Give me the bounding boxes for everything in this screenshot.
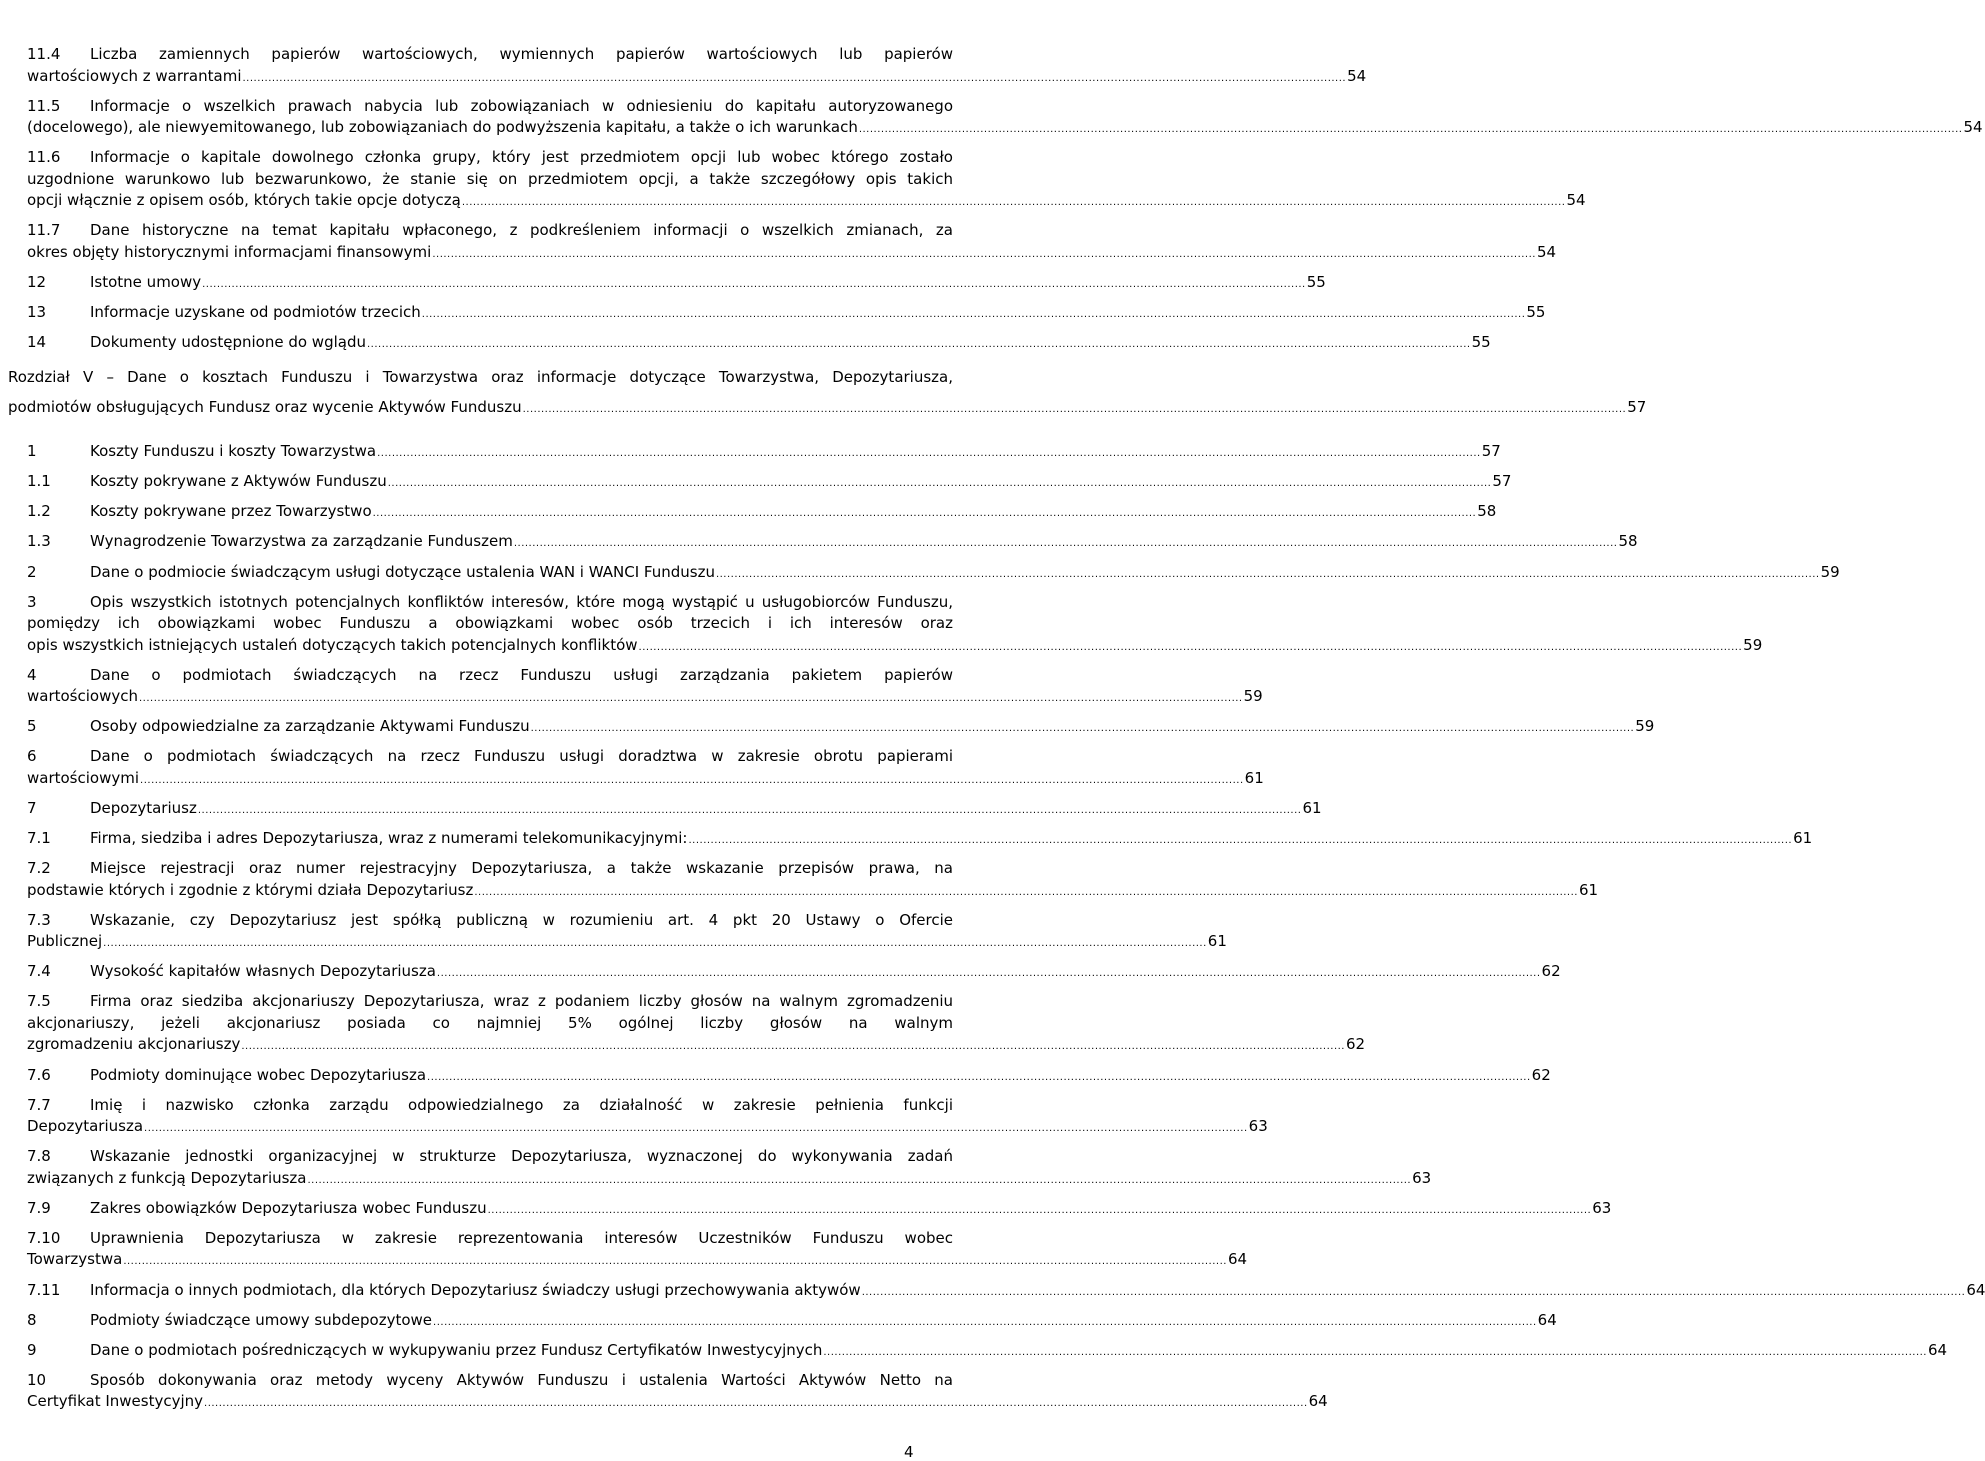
toc-entry[interactable] [27,798,1322,822]
toc-entry[interactable] [27,441,1501,465]
toc-entry-title: Miejsce rejestracji oraz numer rejestracyjny Depozytariusza, a także wskazanie przepisów prawa, na [90,859,953,878]
toc-entry-title: zgromadzeniu akcjonariuszy [27,1035,241,1054]
dot-leader: ............................................................................................................................................................................................................................................................................................................ [140,774,1244,786]
toc-entry-title: Publicznej [27,932,103,951]
toc-entry-line [8,392,1647,425]
toc-page-number: 63 [1592,1198,1612,1217]
toc-entry-text [27,44,953,66]
toc-entry-title: Depozytariusz [90,799,197,817]
toc-page-number: 57 [1492,472,1512,491]
toc-entry-title: okres objęty historycznymi informacjami finansowymi [27,242,432,261]
toc-entry-number: 7.5 [27,992,51,1011]
toc-entry-number: 7.4 [27,962,51,981]
toc-page-number: 57 [1627,398,1647,417]
toc-entry-title: Koszty pokrywane przez Towarzystwo [90,502,372,521]
toc-entry[interactable] [27,1340,1948,1364]
toc-entry-number: 1 [27,442,37,461]
toc-entry-title: podmiotów obsługujących Fundusz oraz wycenie Aktywów Funduszu [8,398,522,417]
toc-entry-title: Wysokość kapitałów własnych Depozytariusza [90,962,436,981]
toc-entry-title: Koszty pokrywane z Aktywów Funduszu [90,472,387,491]
toc-entry[interactable] [27,147,1586,214]
toc-page-number: 64 [1928,1340,1948,1359]
toc-page-number: 55 [1471,333,1491,352]
toc-page-number: 61 [1578,880,1599,899]
toc-entry-line [27,1198,1612,1222]
dot-leader: ............................................................................................................................................................................................................................................................................................................ [144,1123,1248,1135]
toc-entry-line [27,828,1813,852]
toc-entry-number: 13 [27,302,47,321]
toc-entry-title: związanych z funkcją Depozytariusza [27,1168,307,1187]
toc-page-number: 62 [1541,962,1561,981]
toc-entry[interactable] [27,1310,1557,1334]
toc-entry-text [27,220,953,242]
toc-entry-text [27,147,953,190]
toc-entry-line [27,1116,1268,1140]
toc-entry-line [27,768,1264,792]
toc-entry-title: Dane o podmiotach pośredniczących w wykupywaniu przez Fundusz Certyfikatów Inwestycyjnych [90,1340,823,1359]
dot-leader: ............................................................................................................................................................................................................................................................................................................ [432,248,1536,260]
dot-leader: ............................................................................................................................................................................................................................................................................................................ [858,124,1963,136]
toc-entry-title: opcji włącznie z opisem osób, których takie opcje dotyczą [27,191,461,210]
toc-entry-line [27,471,1512,495]
toc-entry-title: Dane o podmiotach świadczących na rzecz Funduszu usługi doradztwa w zakresie obrotu papierami [90,747,953,766]
toc-entry-number: 7.9 [27,1198,51,1217]
dot-leader: ............................................................................................................................................................................................................................................................................................................ [715,568,1820,580]
toc-entry-text [27,665,953,687]
toc-page-number: 64 [1537,1310,1557,1329]
toc-entry[interactable] [27,665,1263,710]
toc-entry-number: 4 [27,665,37,684]
toc-entry[interactable] [27,1065,1551,1089]
dot-leader: ............................................................................................................................................................................................................................................................................................................ [522,404,1627,416]
toc-entry[interactable] [27,828,1813,852]
toc-page-number: 61 [1244,768,1264,787]
toc-entry[interactable] [27,910,1227,955]
dot-leader: ............................................................................................................................................................................................................................................................................................................ [204,1398,1308,1410]
toc-entry-line [27,716,1655,740]
toc-entry-title: Zakres obowiązków Depozytariusza wobec Funduszu [90,1198,487,1217]
toc-entry-text [27,96,953,118]
toc-entry[interactable] [27,1228,1248,1273]
toc-page-number: 54 [1963,118,1983,137]
toc-entry[interactable] [27,1198,1612,1222]
toc-entry-title: Firma oraz siedziba akcjonariuszy Depozytariusza, wraz z podaniem liczby głosów na walnym zgromadzeniu akcjonariuszy, jeżeli akcjonariusz posiada co najmniej 5% ogólnej liczby głosów na walnym [27,992,953,1032]
dot-leader: ............................................................................................................................................................................................................................................................................................................ [377,448,1481,460]
toc-entry-line [27,117,1983,141]
dot-leader: ............................................................................................................................................................................................................................................................................................................ [202,278,1306,290]
toc-entry-number: 7.2 [27,859,51,878]
toc-entry-line [27,1249,1248,1273]
toc-page-number: 54 [1566,191,1586,210]
toc-entry-title: Osoby odpowiedzialne za zarządzanie Aktywami Funduszu [90,717,530,736]
toc-entry-number: 12 [27,272,47,291]
toc-entry-number: 7.11 [27,1280,61,1299]
toc-entry[interactable] [27,562,1840,586]
table-of-contents [8,44,1985,1421]
toc-entry-line [27,798,1322,822]
toc-entry-line [27,1065,1551,1089]
toc-entry[interactable] [27,272,1326,296]
toc-entry[interactable] [27,471,1512,495]
toc-entry-line [27,1034,1366,1058]
toc-entry-text [27,1370,953,1392]
dot-leader: ............................................................................................................................................................................................................................................................................................................ [461,197,1566,209]
toc-entry-text [8,362,953,392]
toc-entry-title: Wskazanie jednostki organizacyjnej w strukturze Depozytariusza, wyznaczonej do wykonywania zadań [90,1147,953,1166]
toc-entry-number: 1.3 [27,532,51,551]
toc-page-number: 57 [1481,442,1501,461]
dot-leader: ............................................................................................................................................................................................................................................................................................................ [103,938,1207,950]
toc-entry-line [27,302,1546,326]
toc-entry-title: Dokumenty udostępnione do wglądu [90,333,366,352]
toc-entry-title: Podmioty świadczące umowy subdepozytowe [90,1310,433,1329]
toc-entry-title: Informacje o wszelkich prawach nabycia lub zobowiązaniach w odniesieniu do kapitału autoryzowanego [90,96,953,115]
toc-entry[interactable] [27,746,1264,791]
toc-entry-title: Dane historyczne na temat kapitału wpłaconego, z podkreśleniem informacji o wszelkich zmianach, za [90,221,953,240]
dot-leader: ............................................................................................................................................................................................................................................................................................................ [387,478,1492,490]
dot-leader: ............................................................................................................................................................................................................................................................................................................ [513,538,1618,550]
toc-entry-number: 14 [27,333,47,352]
dot-leader: ............................................................................................................................................................................................................................................................................................................ [366,339,1471,351]
toc-entry-number: 1.2 [27,502,51,521]
toc-entry-number: 7.8 [27,1147,51,1166]
toc-entry-line [27,501,1497,525]
toc-page-number: 55 [1526,302,1546,321]
toc-entry-title: Uprawnienia Depozytariusza w zakresie reprezentowania interesów Uczestników Funduszu wobec [90,1228,953,1247]
toc-entry[interactable] [27,302,1546,326]
toc-entry-number: 7.3 [27,910,51,929]
toc-entry-title: Dane o podmiocie świadczącym usługi dotyczące ustalenia WAN i WANCI Funduszu [90,562,715,581]
toc-entry-text [27,910,953,932]
toc-page-number: 54 [1347,66,1367,85]
toc-entry-title: Koszty Funduszu i koszty Towarzystwa [90,442,377,461]
toc-page-number: 62 [1531,1065,1551,1084]
toc-entry-line [27,332,1491,356]
toc-entry-text [27,1228,953,1250]
toc-entry-title: Towarzystwa [27,1250,123,1269]
toc-page-number: 61 [1793,829,1813,848]
toc-page-number: 59 [1243,687,1263,706]
toc-entry-line [27,66,1367,90]
toc-entry-line [27,686,1263,710]
toc-entry-line [27,272,1326,296]
dot-leader: ............................................................................................................................................................................................................................................................................................................ [474,886,1578,898]
dot-leader: ............................................................................................................................................................................................................................................................................................................ [530,723,1635,735]
toc-entry-number: 10 [27,1370,47,1389]
toc-entry-text [27,1095,953,1117]
toc-page-number: 62 [1346,1035,1366,1054]
toc-entry-line [27,562,1840,586]
toc-entry-title: Wynagrodzenie Towarzystwa za zarządzanie Funduszem [90,532,513,551]
toc-entry-line [27,531,1638,555]
toc-entry-number: 5 [27,717,37,736]
toc-chapter-heading[interactable] [8,362,1647,425]
toc-entry-number: 8 [27,1310,37,1329]
dot-leader: ............................................................................................................................................................................................................................................................................................................ [638,641,1743,653]
dot-leader: ............................................................................................................................................................................................................................................................................................................ [307,1174,1412,1186]
toc-entry-title: Podmioty dominujące wobec Depozytariusza [90,1065,427,1084]
toc-entry-title: wartościowymi [27,768,140,787]
toc-page-number: 59 [1743,635,1763,654]
toc-entry-number: 7.1 [27,829,51,848]
toc-entry-title: Informacja o innych podmiotach, dla których Depozytariusz świadczy usługi przechowywania aktywów [90,1280,861,1299]
toc-page-number: 58 [1477,502,1497,521]
toc-entry-number: 11.7 [27,221,61,240]
dot-leader: ............................................................................................................................................................................................................................................................................................................ [823,1346,1927,1358]
toc-entry-line [27,961,1561,985]
toc-entry-line [27,931,1227,955]
dot-leader: ............................................................................................................................................................................................................................................................................................................ [487,1204,1592,1216]
toc-entry-number: 9 [27,1340,37,1359]
toc-entry-title: Imię i nazwisko członka zarządu odpowiedzialnego za działalność w zakresie pełnienia funkcji [90,1095,953,1114]
toc-entry-title: Informacje uzyskane od podmiotów trzecich [90,302,421,321]
toc-entry-number: 11.5 [27,96,61,115]
toc-entry-number: 7 [27,799,37,817]
toc-page-number: 59 [1635,717,1655,736]
toc-entry-title: Opis wszystkich istotnych potencjalnych konfliktów interesów, które mogą wystąpić u usługobiorców Funduszu, pomiędzy ich obowiązkami wobec Funduszu a obowiązkami wobec osób trzecich i ich interesów oraz [27,592,953,633]
toc-entry-title: Firma, siedziba i adres Depozytariusza, wraz z numerami telekomunikacyjnymi: [90,829,688,848]
toc-entry-line [27,1340,1948,1364]
toc-entry-title: Wskazanie, czy Depozytariusz jest spółką publiczną w rozumieniu art. 4 pkt 20 Ustawy o Ofercie [90,910,953,929]
dot-leader: ............................................................................................................................................................................................................................................................................................................ [139,693,1243,705]
toc-entry-number: 7.6 [27,1065,51,1084]
toc-page-number: 54 [1536,242,1557,261]
toc-entry[interactable] [27,1370,1328,1415]
toc-entry-text [27,858,953,880]
toc-entry-title: wartościowych [27,687,138,706]
page-number: 4 [904,1443,914,1461]
toc-entry-line [27,190,1586,214]
toc-entry-number: 7.7 [27,1095,51,1114]
toc-entry-text [27,592,953,635]
toc-entry-line [27,1280,1985,1304]
toc-entry-title: Depozytariusza [27,1117,144,1136]
toc-entry-line [27,635,1763,659]
toc-entry-number: 1.1 [27,472,51,491]
toc-entry[interactable] [27,1280,1985,1304]
toc-page-number: 61 [1302,799,1322,817]
toc-entry[interactable] [27,1095,1268,1140]
toc-entry[interactable] [27,961,1561,985]
toc-entry-line [27,242,1557,266]
toc-entry[interactable] [27,332,1491,356]
toc-entry-line [27,441,1501,465]
toc-entry[interactable] [27,592,1763,659]
toc-entry-number: 11.6 [27,148,61,167]
toc-entry-title: Istotne umowy [90,272,202,291]
toc-entry-line [27,880,1599,904]
toc-entry-title: (docelowego), ale niewyemitowanego, lub zobowiązaniach do podwyższenia kapitału, a także o ich warunkach [27,118,858,137]
toc-entry-number: 7.10 [27,1228,61,1247]
toc-entry-title: podstawie których i zgodnie z którymi działa Depozytariusz [27,880,474,899]
toc-page-number: 55 [1306,272,1326,291]
dot-leader: ............................................................................................................................................................................................................................................................................................................ [241,1041,1345,1053]
dot-leader: ............................................................................................................................................................................................................................................................................................................ [433,1316,1537,1328]
toc-entry-text [27,991,953,1034]
toc-entry-number: 6 [27,747,37,766]
toc-entry-text [27,1146,953,1168]
toc-page-number: 64 [1227,1250,1248,1269]
toc-entry-line [27,1168,1432,1192]
dot-leader: ............................................................................................................................................................................................................................................................................................................ [197,805,1302,816]
toc-entry[interactable] [27,96,1983,141]
toc-entry-title: Sposób dokonywania oraz metody wyceny Aktywów Funduszu i ustalenia Wartości Aktywów Netto na [90,1370,953,1389]
toc-entry-title: Liczba zamiennych papierów wartościowych, wymiennych papierów wartościowych lub papierów [90,45,953,63]
toc-page-number: 59 [1820,562,1840,581]
toc-entry-text [27,746,953,768]
toc-entry-title: opis wszystkich istniejących ustaleń dotyczących takich potencjalnych konfliktów [27,635,638,654]
toc-entry-line [27,1391,1328,1415]
toc-entry[interactable] [27,44,1367,89]
dot-leader: ............................................................................................................................................................................................................................................................................................................ [861,1286,1966,1298]
toc-entry[interactable] [27,858,1599,903]
toc-entry-line [27,1310,1557,1334]
toc-entry-title: Rozdział V – Dane o kosztach Funduszu i Towarzystwa oraz informacje dotyczące Towarzystwa, Depozytariusza, [8,368,953,387]
toc-entry[interactable] [27,501,1497,525]
toc-entry[interactable] [27,531,1638,555]
toc-entry-number: 11.4 [27,45,61,63]
toc-entry-number: 3 [27,592,37,611]
dot-leader: ............................................................................................................................................................................................................................................................................................................ [421,308,1526,320]
toc-page-number: 64 [1308,1392,1328,1411]
toc-page-number: 63 [1412,1168,1432,1187]
dot-leader: ............................................................................................................................................................................................................................................................................................................ [372,508,1477,520]
toc-entry[interactable] [27,991,1366,1058]
toc-entry-title: Dane o podmiotach świadczących na rzecz Funduszu usługi zarządzania pakietem papierów [90,665,953,684]
toc-entry-title: Informacje o kapitale dowolnego członka grupy, który jest przedmiotem opcji lub wobec którego zostało uzgodnione warunkowo lub bezwarunkowo, że stanie się on przedmiotem opcji, a także szczegółowy opis takich [27,148,953,188]
dot-leader: ............................................................................................................................................................................................................................................................................................................ [436,968,1541,980]
dot-leader: ............................................................................................................................................................................................................................................................................................................ [427,1071,1531,1083]
toc-entry-number: 2 [27,562,37,581]
toc-page-number: 58 [1618,532,1638,551]
dot-leader: ............................................................................................................................................................................................................................................................................................................ [242,72,1347,84]
toc-entry-title: Certyfikat Inwestycyjny [27,1392,204,1411]
toc-entry[interactable] [27,220,1557,265]
dot-leader: ............................................................................................................................................................................................................................................................................................................ [123,1256,1227,1268]
toc-entry[interactable] [27,716,1655,740]
dot-leader: ............................................................................................................................................................................................................................................................................................................ [688,835,1793,847]
toc-page-number: 64 [1966,1280,1985,1299]
toc-entry[interactable] [27,1146,1432,1191]
toc-page-number: 63 [1248,1117,1268,1136]
toc-page-number: 61 [1207,932,1227,951]
toc-entry-title: wartościowych z warrantami [27,66,242,85]
